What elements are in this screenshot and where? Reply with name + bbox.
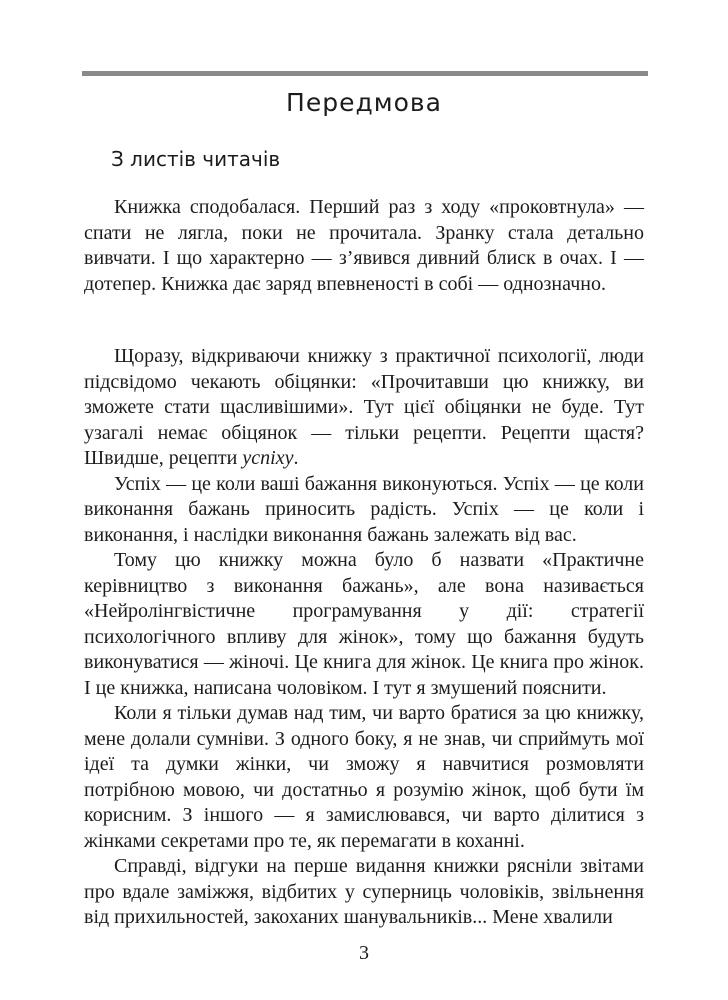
paragraph-1-text: Щоразу, відкриваючи книжку з практичної психології, люди підсвідомо чекають обіцянки: «Прочитавши цю книжку, ви зможете стати щасливішими». Тут цієї обіцянки не буде. Тут узагалі немає обіцянок — тільки рецепти. Рецепти щастя? Швидше, рецепти [84, 345, 644, 469]
paragraph-4: Коли я тільки думав над тим, чи варто братися за цю книжку, мене долали сумніви. З одного боку, я не знав, чи сприймуть мої ідеї та думки жінки, чи зможу я навчитися розмовляти потрібною мовою, чи достатньо я розумію жінок, щоб бути їм корисним. З іншого — я замислювався, чи варто ділитися з жінками секретами про те, як перемагати в коханні. [84, 702, 644, 852]
paragraph-5: Справді, відгуки на перше видання книжки рясніли звітами про вдале заміжжя, відбитих у суперниць чоловіків, звільнення від прихильностей, закоханих шанувальників... Мене хвалили [84, 855, 644, 928]
paragraph-1-tail: . [293, 447, 299, 469]
reader-quote [84, 195, 644, 297]
paragraph-2: Успіх — це коли ваші бажання виконуються. Успіх — це коли виконання бажань приносить радість. Успіх — це коли і виконання, і наслідки виконання бажань залежать від вас. [84, 472, 644, 546]
paragraph-1 [84, 344, 644, 472]
paragraph-3: Тому цю книжку можна було б назвати «Практичне керівництво з виконання бажань», але вона називається «Нейролінгвістичне програмування у дії: стратегії психологічного впливу для жінок», тому що бажання будуть виконуватися — жіночі. Це книга для жінок. Це книга про жінок. І це книжка, написана чоловіком. І тут я змушений пояснити. [84, 549, 644, 699]
header-rule [82, 71, 648, 76]
subtitle: З листів читачів [111, 147, 281, 171]
emphasis-text: успіху [242, 447, 294, 469]
page-number: 3 [359, 942, 369, 964]
body-text [84, 344, 644, 931]
page-title: Передмова [286, 88, 442, 117]
quote-paragraph: Книжка сподобалася. Перший раз з ходу «проковтнула» — спати не лягла, поки не прочитала. Зранку стала детально вивчати. І що характерно — з’явився дивний блиск в очах. І — дотепер. Книжка дає заряд впевненості в собі — однозначно. [84, 196, 644, 295]
